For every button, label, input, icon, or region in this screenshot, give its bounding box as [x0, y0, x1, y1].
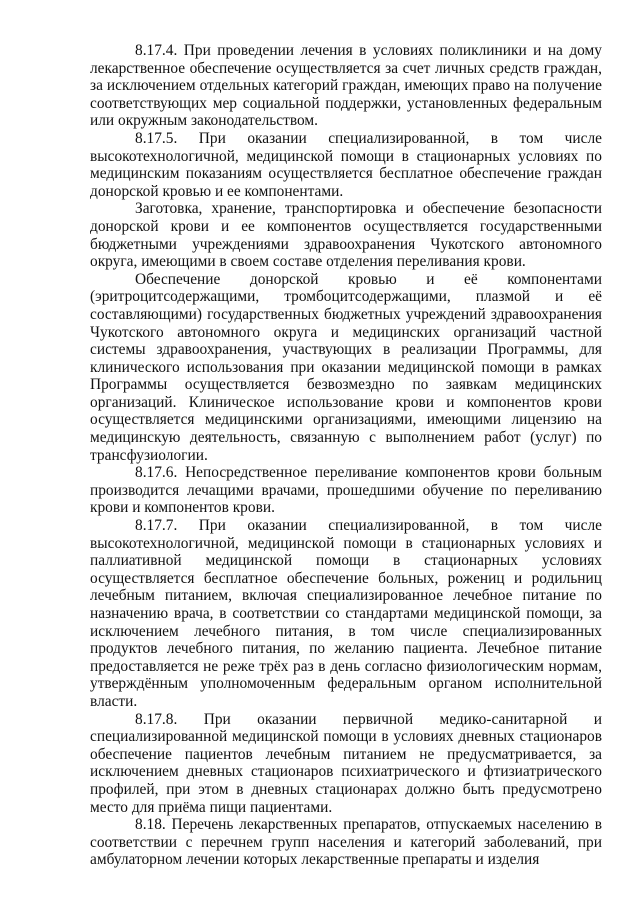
- paragraph-8-17-7: 8.17.7. При оказании специализированной, в том числе высокотехнологичной, медицинской помощи в стационарных условиях и паллиативной медицинской помощи в стационарных условиях осуществляется бесплатное обеспечение больных, рожениц и родильниц лечебным питанием, включая специализированное лечебное питание по назначению врача, в соответствии со стандартами медицинской помощи, за исключением лечебного питания, в том числе специализированных продуктов лечебного питания, по желанию пациента. Лечебное питание предоставляется не реже трёх раз в день согласно физиологическим нормам, утверждённым уполномоченным федеральным органом исполнительной власти.: [90, 517, 602, 710]
- document-page: [90, 42, 602, 869]
- paragraph-8-17-8: 8.17.8. При оказании первичной медико-санитарной и специализированной медицинской помощи в условиях дневных стационаров обеспечение пациентов лечебным питанием не предусматривается, за исключением дневных стационаров психиатрического и фтизиатрического профилей, при этом в дневных стационарах должно быть предусмотрено место для приёма пищи пациентами.: [90, 710, 602, 816]
- paragraph-blood-procurement: Заготовка, хранение, транспортировка и обеспечение безопасности донорской крови и ее компонентов осуществляется государственными бюджетными учреждениями здравоохранения Чукотского автономного округа, имеющими в своем составе отделения переливания крови.: [90, 200, 602, 271]
- paragraph-8-17-5: 8.17.5. При оказании специализированной, в том числе высокотехнологичной, медицинской помощи в стационарных условиях по медицинским показаниям осуществляется бесплатное обеспечение граждан донорской кровью и ее компонентами.: [90, 129, 602, 200]
- paragraph-8-18: 8.18. Перечень лекарственных препаратов, отпускаемых населению в соответствии с перечнем групп населения и категорий заболеваний, при амбулаторном лечении которых лекарственные препараты и изделия: [90, 816, 602, 869]
- paragraph-8-17-4: 8.17.4. При проведении лечения в условиях поликлиники и на дому лекарственное обеспечение осуществляется за счет личных средств граждан, за исключением отдельных категорий граждан, имеющих право на получение соответствующих мер социальной поддержки, установленных федеральным или окружным законодательством.: [90, 42, 602, 130]
- paragraph-8-17-6: 8.17.6. Непосредственное переливание компонентов крови больным производится лечащими врачами, прошедшими обучение по переливанию крови и компонентов крови.: [90, 464, 602, 517]
- paragraph-blood-supply: Обеспечение донорской кровью и её компонентами (эритроцитсодержащими, тромбоцитсодержащими, плазмой и её составляющими) государственных бюджетных учреждений здравоохранения Чукотского автономного округа и медицинских организаций частной системы здравоохранения, участвующих в реализации Программы, для клинического использования при оказании медицинской помощи в рамках Программы осуществляется безвозмездно по заявкам медицинских организаций. Клиническое использование крови и компонентов крови осуществляется медицинскими организациями, имеющими лицензию на медицинскую деятельность, связанную с выполнением работ (услуг) по трансфузиологии.: [90, 270, 602, 464]
